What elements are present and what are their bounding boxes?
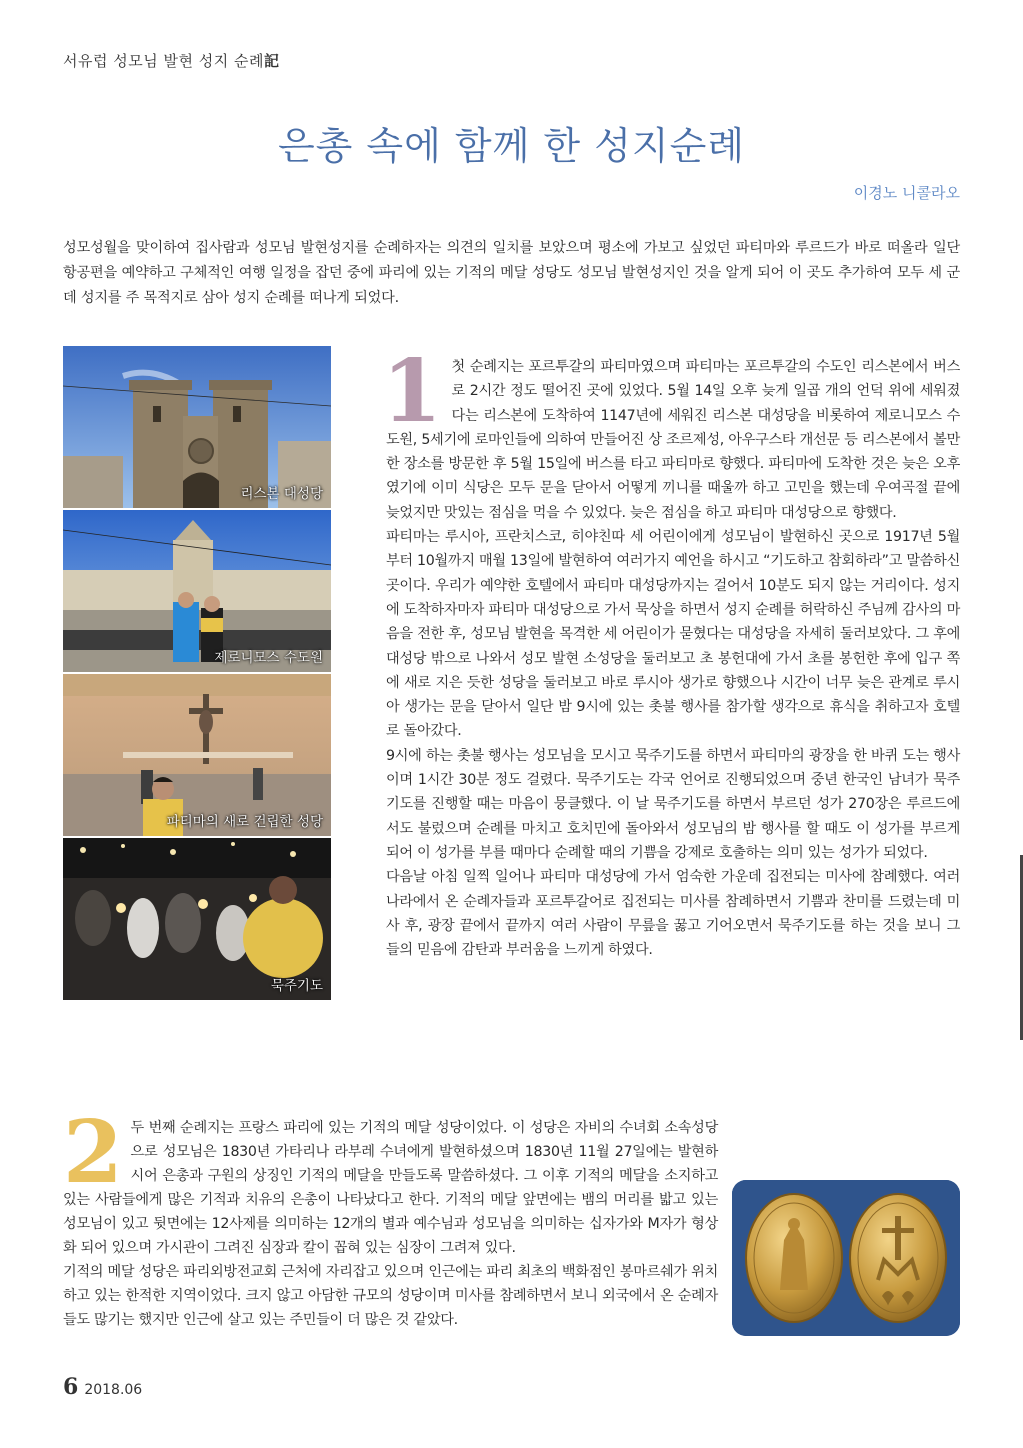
photo-caption: 파티마의 새로 건립한 성당	[166, 814, 323, 830]
photo-fatima-new-church	[63, 674, 331, 836]
photo-jeronimos-monastery	[63, 510, 331, 672]
photo-column	[63, 346, 331, 1002]
section-1-paragraph: 파티마는 루시아, 프란치스코, 히야친따 세 어린이에게 성모님이 발현하신 곳으로 1917년 5월부터 10월까지 매월 13일에 발현하여 여러가지 예언을 하시고 “기도하고 참회하라”고 말씀하신 곳이다. 우리가 예약한 호텔에서 파티마 대성당까지는 걸어서 10분도 되지 않는 거리이다. 성지에 도착하자마자 파티마 대성당으로 가서 묵상을 하면서 성지 순례를 허락하신 주님께 감사의 마음을 전한 후, 성모님 발현을 목격한 세 어린이가 묻혔다는 대성당을 자세히 둘러보았다. 그 후에 대성당 밖으로 나와서 성모 발현 소성당을 둘러보고 초 봉헌대에 가서 초를 봉헌한 후에 입구 쪽에 새로 지은 듯한 성당을 둘러보고 바로 루시아 생가로 향했으나 시간이 너무 늦은 관계로 루시아 생가는 문을 닫아서 일단 밤 9시에 있는 촛불 행사를 참가할 생각으로 휴식을 취하고자 호텔로 돌아갔다.	[386, 529, 960, 740]
section-2-paragraph: 두 번째 순례지는 프랑스 파리에 있는 기적의 메달 성당이었다. 이 성당은 자비의 수녀회 소속성당으로 성모님은 1830년 가타리나 라부레 수녀에게 발현하셨으며 1830년 11월 27일에는 발현하시어 은총과 구원의 상징인 기적의 메달을 만들도록 말씀하셨다. 그 이후 기적의 메달을 소지하고 있는 사람들에게 많은 기적과 치유의 은총이 나타났다고 한다. 기적의 메달 앞면에는 뱀의 머리를 밟고 있는 성모님이 있고 뒷면에는 12사제를 의미하는 12개의 별과 예수님과 성모님을 의미하는 십자가와 M자가 형상화 되어 있으며 가시관이 그려진 심장과 칼이 꼽혀 있는 심장이 그려져 있다.	[63, 1120, 718, 1256]
page-footer	[63, 1374, 142, 1400]
page-number: 6	[63, 1374, 79, 1400]
issue-date: 2018.06	[84, 1382, 143, 1398]
photo-miraculous-medal	[732, 1180, 960, 1336]
section-1-paragraph: 9시에 하는 촛불 행사는 성모님을 모시고 묵주기도를 하면서 파티마의 광장을 한 바퀴 도는 행사이며 1시간 30분 정도 걸렸다. 묵주기도는 각국 언어로 진행되었으며 중년 한국인 남녀가 묵주기도를 진행할 때는 마음이 뭉클했다. 이 날 묵주기도를 하면서 부르던 성가 270장은 루르드에서도 불렀으며 순례를 마치고 호치민에 돌아와서 성모님의 밤 행사를 할 때도 이 성가를 부르게 되어 이 성가를 부를 때마다 순례할 때의 기쁨을 강제로 호출하는 의미 있는 성가가 되었다.	[386, 747, 960, 861]
article-intro: 성모성월을 맞이하여 집사람과 성모님 발현성지를 순례하자는 의견의 일치를 보았으며 평소에 가보고 싶었던 파티마와 루르드가 바로 떠올라 일단 항공편을 예약하고 구체적인 여행 일정을 잡던 중에 파리에 있는 기적의 메달 성당도 성모님 발현성지인 것을 알게 되어 이 곳도 추가하여 모두 세 군데 성지를 주 목적지로 삼아 성지 순례를 떠나게 되었다.	[63, 240, 960, 306]
section-2-paragraph: 기적의 메달 성당은 파리외방전교회 근처에 자리잡고 있으며 인근에는 파리 최초의 백화점인 봉마르쉐가 위치하고 있는 한적한 지역이었다. 크지 않고 아담한 규모의 성당이며 미사를 참례하면서 보니 외국에서 온 순례자들도 많기는 했지만 인근에 살고 있는 주민들이 더 많은 것 같았다.	[63, 1264, 718, 1328]
section-1-paragraph: 첫 순례지는 포르투갈의 파티마였으며 파티마는 포르투갈의 수도인 리스본에서 버스로 2시간 정도 떨어진 곳에 있었다. 5월 14일 오후 늦게 일곱 개의 언덕 위에 세워졌다는 리스본에 도착하여 1147년에 세워진 리스본 대성당을 비롯하여 제로니모스 수도원, 5세기에 로마인들에 의하여 만들어진 상 조르제성, 아우구스타 개선문 등 리스본에서 볼만한 장소를 방문한 후 5월 15일에 버스를 타고 파티마로 향했다. 파티마에 도착한 것은 늦은 오후였기에 이미 식당은 모두 문을 닫아서 어떻게 끼니를 때울까 하고 고민을 했는데 우여곡절 끝에 늦었지만 맛있는 점심을 먹을 수 있었다. 늦은 점심을 하고 파티마 대성당으로 향했다.	[386, 359, 960, 521]
series-header	[63, 50, 279, 71]
article-title: 은총 속에 함께 한 성지순례	[277, 124, 746, 168]
series-title: 서유럽 성모님 발현 성지 순례	[63, 52, 264, 70]
photo-lisbon-cathedral	[63, 346, 331, 508]
section-2	[63, 1102, 960, 1336]
section-1-paragraph: 다음날 아침 일찍 일어나 파티마 대성당에 가서 엄숙한 가운데 집전되는 미사에 참례했다. 여러 나라에서 온 순례자들과 포르투갈어로 집전되는 미사를 참례하면서 기쁨과 찬미를 드렸는데 미사 후, 광장 끝에서 끝까지 여러 사람이 무릎을 꿇고 기어오면서 묵주기도를 하는 것을 보니 그 들의 믿음에 감탄과 부러움을 느끼게 하였다.	[386, 869, 960, 959]
series-suffix: 記	[263, 52, 280, 70]
section-1	[382, 341, 960, 962]
photo-caption: 제로니모스 수도원	[214, 650, 323, 666]
photo-caption: 묵주기도	[270, 978, 323, 994]
section-2-number: 2	[63, 1102, 123, 1203]
photo-caption: 리스본 대성당	[240, 486, 323, 502]
article-author: 이경노 니콜라오	[853, 184, 960, 202]
section-1-number: 1	[382, 341, 442, 442]
photo-rosary-procession	[63, 838, 331, 1000]
